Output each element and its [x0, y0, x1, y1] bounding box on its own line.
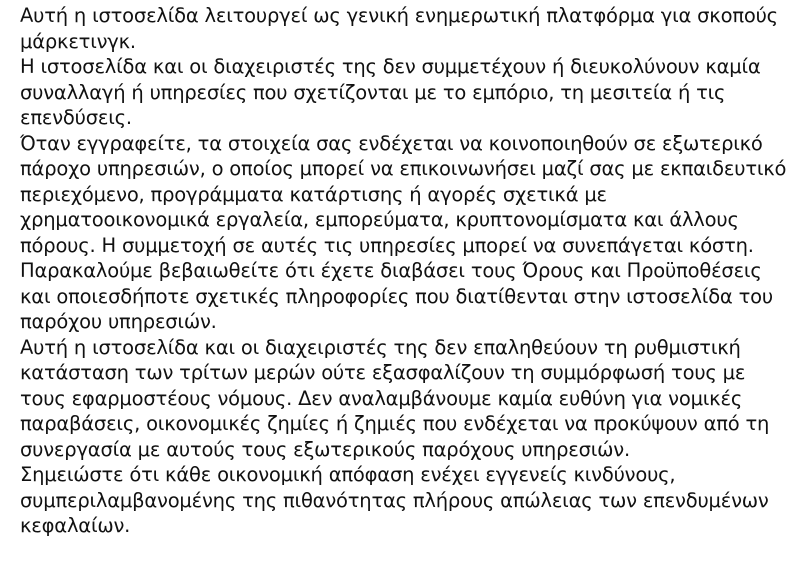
disclaimer-paragraph-no-transactions: Η ιστοσελίδα και οι διαχειριστές της δεν συμμετέχουν ή διευκολύνουν καμία συναλλαγή ή υπηρεσίες που σχετίζονται με το εμπόριο, τη μεσιτεία ή τις επενδύσεις.: [20, 55, 761, 129]
disclaimer-paragraph-data-sharing: Όταν εγγραφείτε, τα στοιχεία σας ενδέχεται να κοινοποιηθούν σε εξωτερικό πάροχο υπηρεσιών, ο οποίος μπορεί να επικοινωνήσει μαζί σας με εκπαιδευτικό περιεχόμενο, προγράμματα κατάρτισης ή αγορές σχετικά με χρηματοοικονομικά εργαλεία, εμπορεύματα, κρυπτονομίσματα και άλλους πόρους. Η συμμετοχή σε αυτές τις υπηρεσίες μπορεί να συνεπάγεται κόστη. Παρακαλούμε βεβαιωθείτε ότι έχετε διαβάσει τους Όρους και Προϋποθέσεις και οποιεσδήποτε σχετικές πληροφορίες που διατίθενται στην ιστοσελίδα του παρόχου υπηρεσιών.: [20, 131, 787, 333]
disclaimer-paragraph-risk-warning: Σημειώστε ότι κάθε οικονομική απόφαση ενέχει εγγενείς κινδύνους, συμπεριλαμβανομένης της πιθανότητας πλήρους απώλειας των επενδυμένων κεφαλαίων.: [20, 463, 769, 537]
disclaimer-paragraph-marketing: Αυτή η ιστοσελίδα λειτουργεί ως γενική ενημερωτική πλατφόρμα για σκοπούς μάρκετινγκ.: [20, 4, 778, 53]
disclaimer-paragraph-third-party-liability: Αυτή η ιστοσελίδα και οι διαχειριστές της δεν επαληθεύουν τη ρυθμιστική κατάσταση των τρίτων μερών ούτε εξασφαλίζουν τη συμμόρφωσή τους με τους εφαρμοστέους νόμους. Δεν αναλαμβάνουμε καμία ευθύνη για νομικές παραβάσεις, οικονομικές ζημίες ή ζημιές που ενδέχεται να προκύψουν από τη συνεργασία με αυτούς τους εξωτερικούς παρόχους υπηρεσιών.: [20, 335, 770, 461]
disclaimer-text-block: [20, 3, 790, 539]
